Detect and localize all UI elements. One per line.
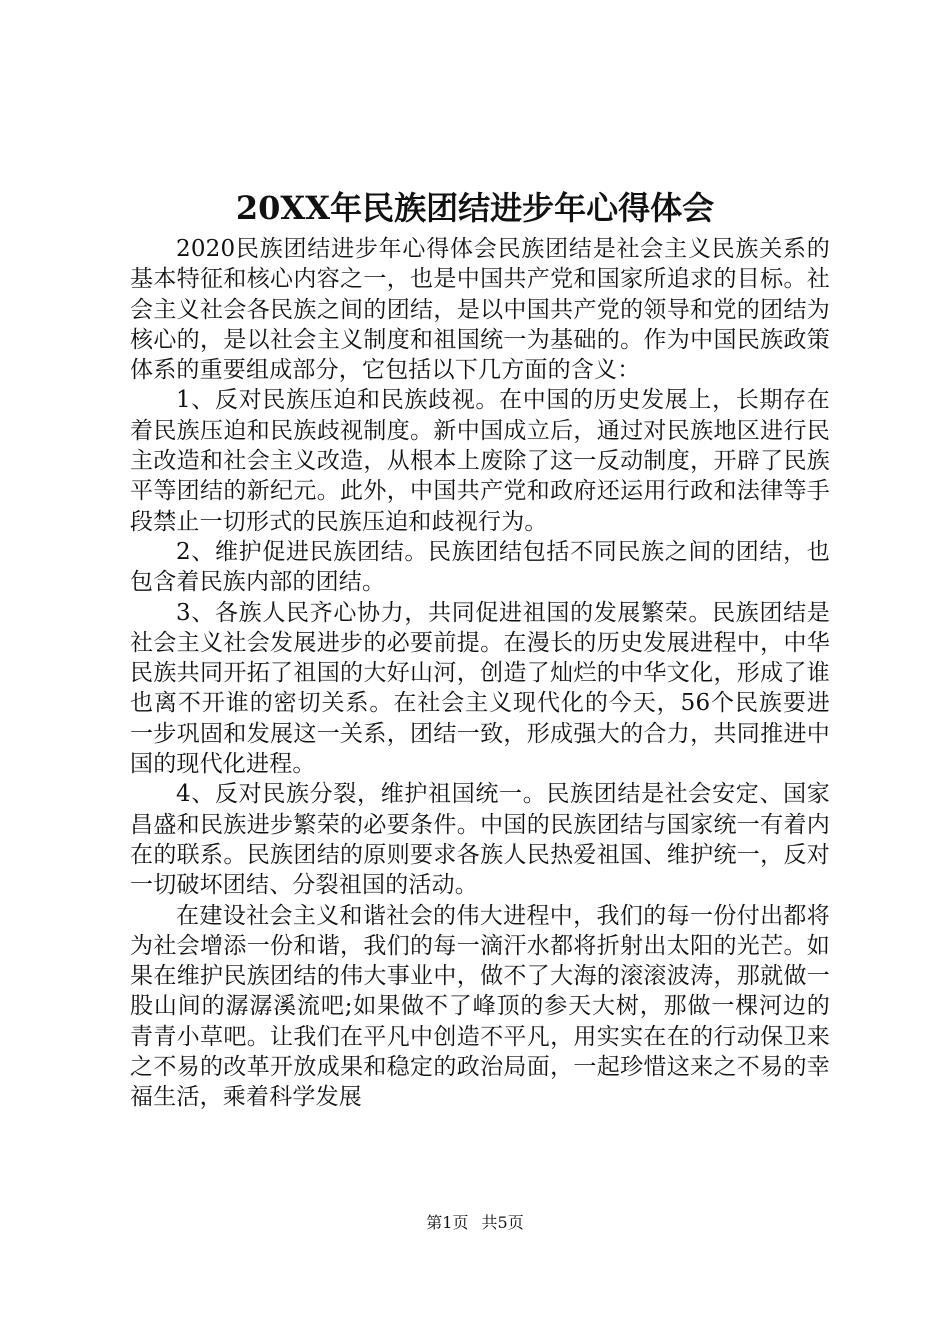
paragraph-point-4: 4、反对民族分裂，维护祖国统一。民族团结是社会安定、国家昌盛和民族进步繁荣的必要条件。中国的民族团结与国家统一有着内在的联系。民族团结的原则要求各族人民热爱祖国、维护统一，反对一切破坏团结、分裂祖国的活动。 (130, 781, 830, 899)
paragraph-point-3: 3、各族人民齐心协力，共同促进祖国的发展繁荣。民族团结是社会主义社会发展进步的必要前提。在漫长的历史发展进程中，中华民族共同开拓了祖国的大好山河，创造了灿烂的中华文化，形成了谁也离不开谁的密切关系。在社会主义现代化的今天，56个民族要进一步巩固和发展这一关系，团结一致，形成强大的合力，共同推进中国的现代化进程。 (130, 599, 830, 778)
page-total: 共5页 (481, 1213, 524, 1232)
page-footer (0, 1212, 950, 1234)
paragraph-conclusion: 在建设社会主义和谐社会的伟大进程中，我们的每一份付出都将为社会增添一份和谐，我们的每一滴汗水都将折射出太阳的光芒。如果在维护民族团结的伟大事业中，做不了大海的滚滚波涛，那就做一股山间的潺潺溪流吧;如果做不了峰顶的参天大树，那做一棵河边的青青小草吧。让我们在平凡中创造不平凡，用实实在在的行动保卫来之不易的改革开放成果和稳定的政治局面，一起珍惜这来之不易的幸福生活，乘着科学发展 (130, 902, 830, 1111)
page-title: 20XX年民族团结进步年心得体会 (235, 189, 715, 227)
paragraph-intro: 2020民族团结进步年心得体会民族团结是社会主义民族关系的基本特征和核心内容之一，也是中国共产党和国家所追求的目标。社会主义社会各民族之间的团结，是以中国共产党的领导和党的团结为核心的，是以社会主义制度和祖国统一为基础的。作为中国民族政策体系的重要组成部分，它包括以下几方面的含义： (130, 236, 830, 384)
paragraph-point-1: 1、反对民族压迫和民族歧视。在中国的历史发展上，长期存在着民族压迫和民族歧视制度。新中国成立后，通过对民族地区进行民主改造和社会主义改造，从根本上废除了这一反动制度，开辟了民族平等团结的新纪元。此外，中国共产党和政府还运用行政和法律等手段禁止一切形式的民族压迫和歧视行为。 (130, 387, 830, 535)
paragraph-point-2: 2、维护促进民族团结。民族团结包括不同民族之间的团结，也包含着民族内部的团结。 (130, 538, 830, 596)
document-body (130, 234, 830, 1113)
page-number: 第1页 (426, 1213, 469, 1232)
